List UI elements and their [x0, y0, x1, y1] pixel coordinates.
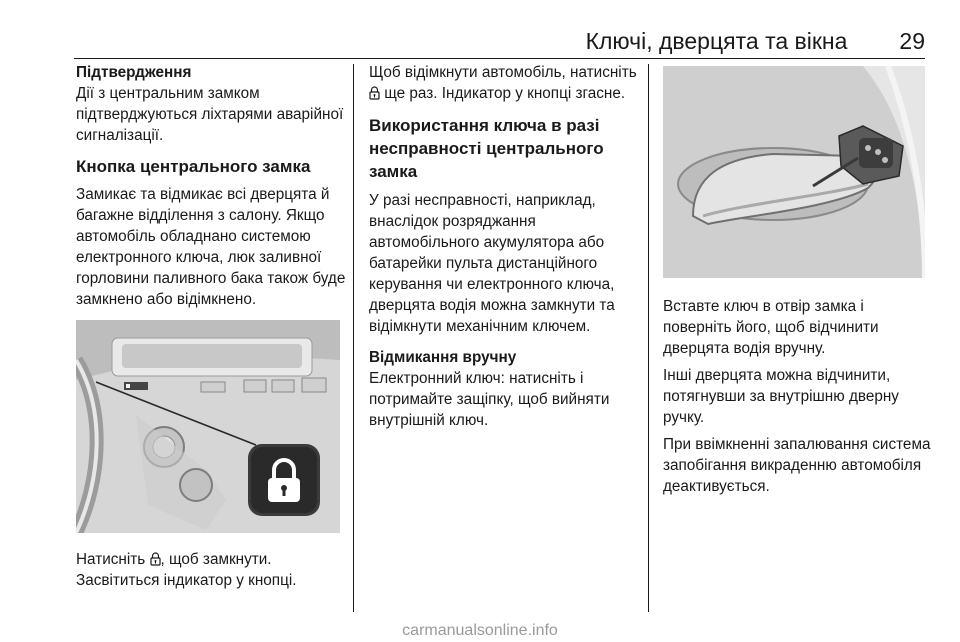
column-divider [648, 64, 649, 612]
unlock-text-post: ще раз. Індикатор у кнопці згасне. [380, 85, 626, 102]
page-header [74, 26, 925, 56]
key-fault-text: У разі несправності, наприклад, внаслідок розряджання автомобільного акумулятора або батарейки пульта дистанційного керування чи електронного ключа, дверцята водія можна замкнути та відімкнути механічним ключем. [369, 192, 615, 335]
confirmation-text: Дії з центральним замком підтверджуються ліхтарями аварійної сигналізації. [76, 85, 344, 144]
lock-caption-post: , щоб замкнути. [160, 551, 272, 568]
confirmation-heading: Підтвердження [76, 64, 192, 81]
lock-caption-pre: Натисніть [76, 551, 146, 568]
column-middle [369, 62, 639, 431]
header-rule [74, 58, 925, 59]
central-lock-button-text: Замикає та відмикає всі дверцята й багажне відділення з салону. Якщо автомобіль обладнано системою електронного ключа, люк заливної горловини паливного бака також буде замкнено або відімкнено. [76, 186, 346, 308]
lock-icon [369, 86, 380, 100]
key-fault-title: Використання ключа в разі несправності центрального замка [369, 116, 604, 181]
dashboard-lock-button-illustration [76, 320, 340, 533]
lock-caption-indicator: Засвітиться індикатор у кнопці. [76, 572, 297, 589]
unlock-text-pre: Щоб відімкнути автомобіль, натисніть [369, 64, 637, 81]
anti-theft-text: При ввімкненні запалювання система запобігання викраденню автомобіля деактивується. [663, 436, 931, 495]
lock-caption [76, 549, 346, 570]
header-title: Ключі, дверцята та вікна [585, 27, 848, 54]
lock-icon [150, 552, 161, 566]
other-doors-text: Інші дверцята можна відчинити, потягнувши за внутрішню дверну ручку. [663, 367, 899, 426]
unlock-text [369, 62, 639, 104]
column-right [663, 62, 933, 497]
manual-unlock-heading: Відмикання вручну [369, 349, 517, 366]
column-divider [353, 64, 354, 612]
page-number: 29 [899, 27, 925, 54]
watermark: carmanualsonline.info [402, 622, 558, 639]
manual-unlock-text: Електронний ключ: натисніть і потримайте защіпку, щоб вийняти внутрішній ключ. [369, 370, 610, 429]
door-handle-key-illustration [663, 66, 925, 278]
insert-key-text: Вставте ключ в отвір замка і поверніть його, щоб відчинити дверцята водія вручну. [663, 298, 879, 357]
column-left [76, 62, 346, 591]
central-lock-button-title: Кнопка центрального замка [76, 157, 311, 176]
